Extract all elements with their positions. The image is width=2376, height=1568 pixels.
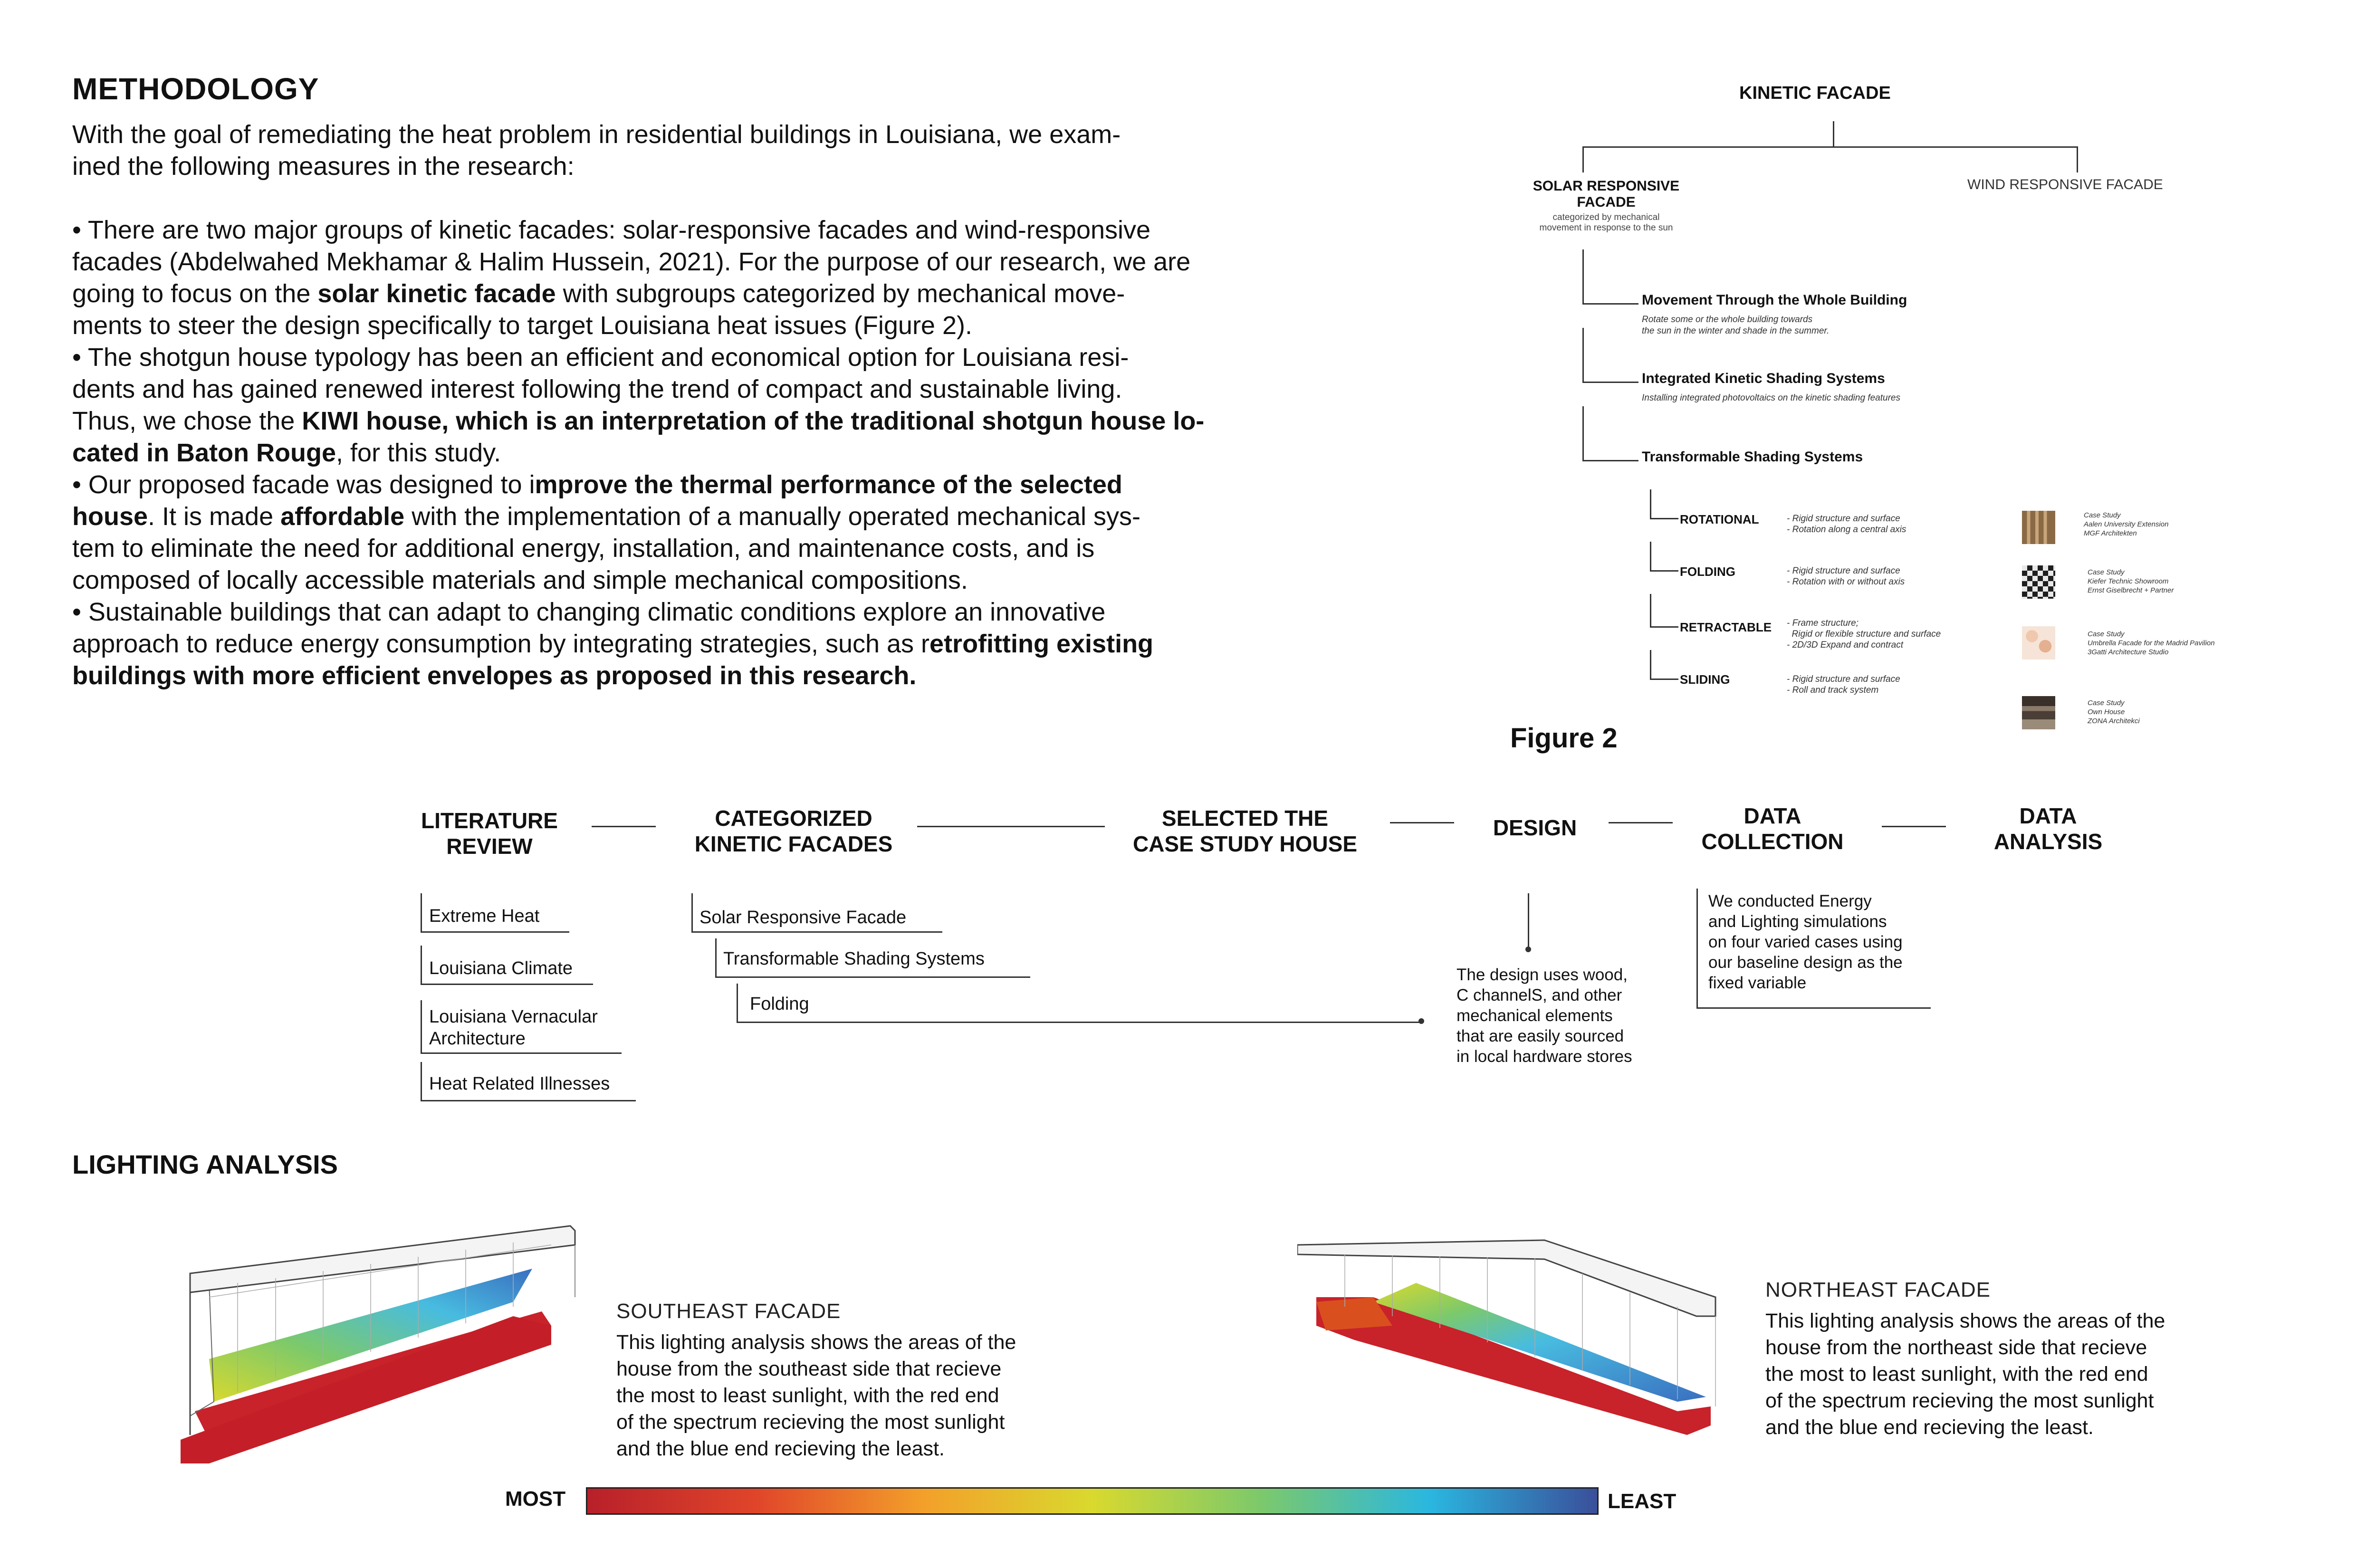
subtype-retractable: RETRACTABLE — [1680, 620, 1772, 634]
tree-connector — [1650, 650, 1651, 679]
tree-connector — [1582, 146, 1584, 172]
bullet-line: buildings with more efficient envelopes as proposed in this research. — [72, 661, 917, 690]
bullet-line: ments to steer the design specifically to target Louisiana heat issues (Figure 2). — [72, 311, 972, 340]
bullet-line: • There are two major groups of kinetic facades: solar-responsive facades and wind-responsive — [72, 216, 1151, 244]
bullet-line: composed of locally accessible materials and simple mechanical compositions. — [72, 566, 968, 594]
southeast-lighting-model — [181, 1216, 589, 1463]
group-integrated-shading: Integrated Kinetic Shading Systems Installing integrated photovoltaics on the kinetic shading features — [1642, 371, 1900, 403]
case-study-thumbnail — [2022, 565, 2055, 599]
case-study-thumbnail — [2022, 626, 2055, 660]
intro-line: With the goal of remediating the heat problem in residential buildings in Louisiana, we exam- — [72, 120, 1121, 149]
bullet-line: house. It is made affordable with the implementation of a manually operated mechanical sys- — [72, 502, 1140, 531]
sunlight-color-scale — [586, 1487, 1599, 1515]
tree-connector — [1650, 626, 1678, 628]
tree-connector — [1582, 328, 1584, 382]
cat-item: Transformable Shading Systems — [723, 949, 985, 969]
bullet-line: cated in Baton Rouge, for this study. — [72, 439, 501, 467]
wall-outline — [190, 1283, 214, 1416]
case-study-caption: Case Study Own House ZONA Architekci — [2088, 699, 2140, 725]
design-connector — [1528, 893, 1529, 948]
process-connector — [1390, 822, 1454, 823]
case-study-caption: Case Study Aalen University Extension MGF Architekten — [2084, 511, 2169, 537]
methodology-title: METHODOLOGY — [72, 72, 319, 106]
process-step-data-analysis: DATA ANALYSIS — [1993, 803, 2103, 854]
tree-connector — [1650, 542, 1651, 570]
process-connector — [592, 826, 656, 827]
lit-item: Extreme Heat — [429, 906, 540, 926]
lit-item: Louisiana Climate — [429, 958, 573, 978]
tree-connector — [1582, 146, 2078, 148]
scale-most-label: MOST — [505, 1487, 566, 1511]
scale-least-label: LEAST — [1608, 1490, 1677, 1513]
lit-item: Louisiana Vernacular Architecture — [429, 1007, 598, 1049]
subtype-description: - Rigid structure and surface - Roll and track system — [1787, 674, 1900, 695]
northeast-title: NORTHEAST FACADE — [1765, 1278, 1991, 1301]
bullet-line: dents and has gained renewed interest following the trend of compact and sustainable living. — [72, 375, 1122, 403]
lighting-analysis-title: LIGHTING ANALYSIS — [72, 1149, 338, 1179]
process-step-design: DESIGN — [1493, 815, 1577, 840]
solar-responsive-node: SOLAR RESPONSIVE FACADE categorized by mechanical movement in response to the sun — [1533, 178, 1680, 233]
connector-dot — [1418, 1018, 1424, 1024]
case-study-thumbnail — [2022, 511, 2055, 544]
lit-item: Heat Related Illnesses — [429, 1074, 610, 1094]
process-connector — [1882, 826, 1946, 827]
bullet-line: Thus, we chose the KIWI house, which is an interpretation of the traditional shotgun house lo- — [72, 407, 1205, 435]
case-study-caption: Case Study Umbrella Facade for the Madrid Pavilion 3Gatti Architecture Studio — [2088, 630, 2215, 656]
tree-connector — [1582, 303, 1638, 305]
bullet-line: • The shotgun house typology has been an efficient and economical option for Louisiana resi- — [72, 343, 1129, 372]
process-step-case-study-house: SELECTED THE CASE STUDY HOUSE — [1132, 806, 1358, 856]
figure-label: Figure 2 — [1510, 723, 1618, 754]
southeast-description: This lighting analysis shows the areas of the house from the southeast side that recieve the most to least sunlight, with the red end of the spectrum recieving the most sunlight and the blue end recieving the least. — [616, 1331, 1016, 1460]
bullet-line: tem to eliminate the need for additional energy, installation, and maintenance costs, and is — [72, 534, 1095, 563]
bullet-line: • Our proposed facade was designed to improve the thermal performance of the selected — [72, 470, 1122, 499]
subtype-description: - Rigid structure and surface - Rotation with or without axis — [1787, 566, 1905, 587]
process-step-literature-review: LITERATURE REVIEW — [421, 808, 558, 859]
subtype-rotational: ROTATIONAL — [1680, 512, 1759, 526]
bullet-line: approach to reduce energy consumption by integrating strategies, such as retrofitting existing — [72, 630, 1154, 658]
process-connector — [1609, 822, 1673, 823]
subtype-folding: FOLDING — [1680, 564, 1735, 579]
tree-connector — [2077, 146, 2078, 172]
subtype-description: - Frame structure; Rigid or flexible structure and surface - 2D/3D Expand and contract — [1787, 618, 1941, 650]
case-study-thumbnail — [2022, 696, 2055, 729]
subtype-description: - Rigid structure and surface - Rotation along a central axis — [1787, 514, 1907, 535]
tree-connector — [1650, 594, 1651, 627]
bullet-line: • Sustainable buildings that can adapt to changing climatic conditions explore an innovative — [72, 598, 1106, 626]
tree-connector — [1650, 489, 1651, 518]
wind-responsive-node: WIND RESPONSIVE FACADE — [1967, 177, 2163, 192]
bullet-line: going to focus on the solar kinetic facade with subgroups categorized by mechanical move- — [72, 279, 1125, 308]
cat-item: Solar Responsive Facade — [699, 908, 907, 927]
process-step-data-collection: DATA COLLECTION — [1701, 803, 1844, 854]
tree-connector — [1833, 121, 1834, 147]
cat-item-frame — [737, 984, 1422, 1023]
intro-line: ined the following measures in the research: — [72, 152, 575, 181]
tree-connector — [1650, 570, 1678, 572]
group-whole-building: Movement Through the Whole Building Rotate some or the whole building towards the sun in the winter and shade in the summer. — [1642, 292, 1907, 336]
process-step-categorized-facades: CATEGORIZED KINETIC FACADES — [694, 806, 893, 856]
cat-item: Folding — [750, 994, 809, 1014]
tree-connector — [1582, 406, 1584, 461]
bullet-line: facades (Abdelwahed Mekhamar & Halim Hussein, 2021). For the purpose of our research, we are — [72, 248, 1191, 276]
tree-connector — [1582, 382, 1638, 383]
design-note: The design uses wood, C channelS, and other mechanical elements that are easily sourced in local hardware stores — [1456, 966, 1632, 1066]
tree-connector — [1650, 518, 1678, 519]
methodology-body — [72, 119, 1474, 692]
northeast-lighting-model — [1297, 1235, 1725, 1449]
tree-connector — [1650, 679, 1678, 680]
data-collection-note: We conducted Energy and Lighting simulations on four varied cases using our baseline design as the fixed variable — [1708, 892, 1903, 992]
tree-root-label: KINETIC FACADE — [1739, 83, 1891, 103]
northeast-description: This lighting analysis shows the areas of the house from the northeast side that recieve the most to least sunlight, with the red end of the spectrum recieving the most sunlight and the blue end recieving the least. — [1765, 1310, 2165, 1439]
southeast-title: SOUTHEAST FACADE — [616, 1300, 841, 1323]
tree-connector — [1582, 460, 1638, 461]
group-transformable-shading: Transformable Shading Systems — [1642, 449, 1863, 465]
subtype-sliding: SLIDING — [1680, 672, 1730, 687]
tree-connector — [1582, 249, 1584, 304]
process-connector — [917, 826, 1105, 827]
case-study-caption: Case Study Kiefer Technic Showroom Ernst Giselbrecht + Partner — [2088, 568, 2174, 594]
connector-dot — [1525, 947, 1531, 952]
